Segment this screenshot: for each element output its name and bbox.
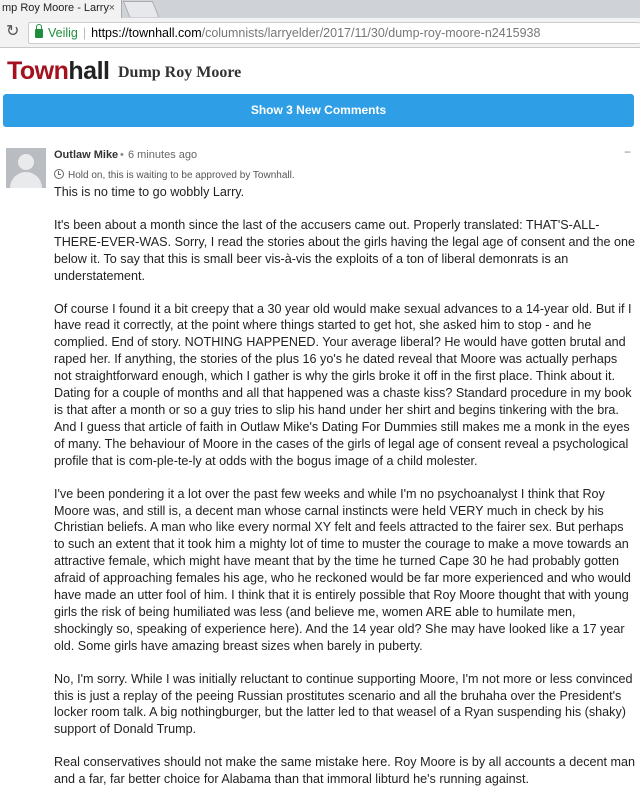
- comment-paragraph: No, I'm sorry. While I was initially reluctant to continue supporting Moore, I'm not more or less convinced this is just a replay of the peeing Russian prostitutes scenario and all the bruhaha over the President's locker room talk. A big nothingburger, but the latter led to that weasel of a Ryan suspending his (shaky) support of Donald Trump.: [54, 671, 633, 737]
- comment-paragraph: This is no time to go wobbly Larry.: [54, 185, 245, 199]
- refresh-icon[interactable]: ↻: [6, 23, 20, 40]
- comment-paragraph: Of course I found it a bit creepy that a 30 year old would make sexual advances to a 14-year old. But if I have read it correctly, at the point where things started to get hot, she asked him to stop - and he complied. End of story. NOTHING HAPPENED. Your average liberal? He would have gotten brutal and raped her. If anything, the stories of the plus 16 yo's he dated reveal that Moore was actually perhaps not straightforward enough, which I gather is why the girls broke it off in the first place. Think about it. Dating for a couple of months and all that happened was a chaste kiss? Standard procedure in my book is that after a month or so a guy tries to slip his hand under her shirt and begins tinkering with the bra. And I guess that article of faith in Outlaw Mike's Dating For Dummies still makes me a monk in the eyes of many. The behaviour of Moore in the cases of the girls of legal age of consent reveal a psychological profile that is com-ple-te-ly at odds with the bogus image of a child molester.: [54, 301, 632, 468]
- collapse-icon[interactable]: −: [624, 145, 632, 159]
- comment-author[interactable]: Outlaw Mike: [54, 149, 119, 161]
- tab-title: mp Roy Moore - Larry: [2, 2, 109, 14]
- pending-approval-notice: [54, 168, 295, 181]
- tab-close-icon[interactable]: ×: [108, 2, 115, 14]
- clock-icon: [54, 169, 64, 179]
- avatar[interactable]: [6, 148, 46, 188]
- new-tab-button[interactable]: [123, 1, 159, 17]
- site-header: [0, 49, 640, 93]
- page-title: Dump Roy Moore: [118, 64, 242, 81]
- url-host: https://townhall.com: [91, 26, 202, 40]
- pending-text: Hold on, this is waiting to be approved by Townhall.: [68, 170, 295, 181]
- url-path: /columnists/larryelder/2017/11/30/dump-roy-moore-n2415938: [201, 26, 541, 40]
- show-new-comments-button[interactable]: Show 3 New Comments: [3, 94, 634, 127]
- townhall-logo[interactable]: Townhall: [7, 57, 110, 85]
- secure-label: Veilig: [48, 26, 78, 40]
- address-bar: [0, 18, 640, 48]
- comment-time[interactable]: 6 minutes ago: [128, 149, 198, 161]
- url-separator: |: [82, 26, 87, 40]
- avatar-body-shape: [10, 172, 42, 188]
- comment-paragraph: It's been about a month since the last of the accusers came out. Properly translated: THAT'S-ALL-THERE-EVER-WAS. Sorry, I read the stories about the girls having the legal age of consent and the one below it. To say that this is small beer vis-à-vis the exploits of a ton of liberal demonrats is an understatement.: [54, 217, 636, 283]
- comment-paragraph: Real conservatives should not make the same mistake here. Roy Moore is by all accounts a decent man and a far, far better choice for Alabama than that immoral libturd he's running against.: [54, 755, 635, 787]
- tab-strip: [0, 0, 640, 18]
- lock-icon: [35, 29, 43, 38]
- avatar-head-shape: [18, 154, 34, 170]
- browser-tab[interactable]: [0, 0, 122, 18]
- meta-bullet: •: [120, 149, 124, 161]
- comment-paragraph: I've been pondering it a lot over the past few weeks and while I'm no psychoanalyst I think that Roy Moore was, and still is, a decent man whose carnal instincts were held VERY much in check by his Christian beliefs. A man who like every normal XY felt and feels attracted to the fairer sex. But perhaps to such an extent that it took him a mighty lot of time to muster the courage to make a move towards an attractive female, which might have meant that by the time he turned Cape 30 he had probably gotten afraid of approaching females his age, who he reckoned would be far more experienced and who would have made an utter fool of him. I think that it is entirely possible that Roy Moore thought that with young girls the risk of being humiliated was less (and believe me, women ARE able to humilate men, shockingly so, speaking of experience here). And the 14 year old? She may have looked like a 17 year old. Some girls have amazing breast sizes when barely in puberty.: [54, 486, 631, 653]
- url-field[interactable]: [28, 22, 640, 44]
- comment-body: [54, 184, 636, 796]
